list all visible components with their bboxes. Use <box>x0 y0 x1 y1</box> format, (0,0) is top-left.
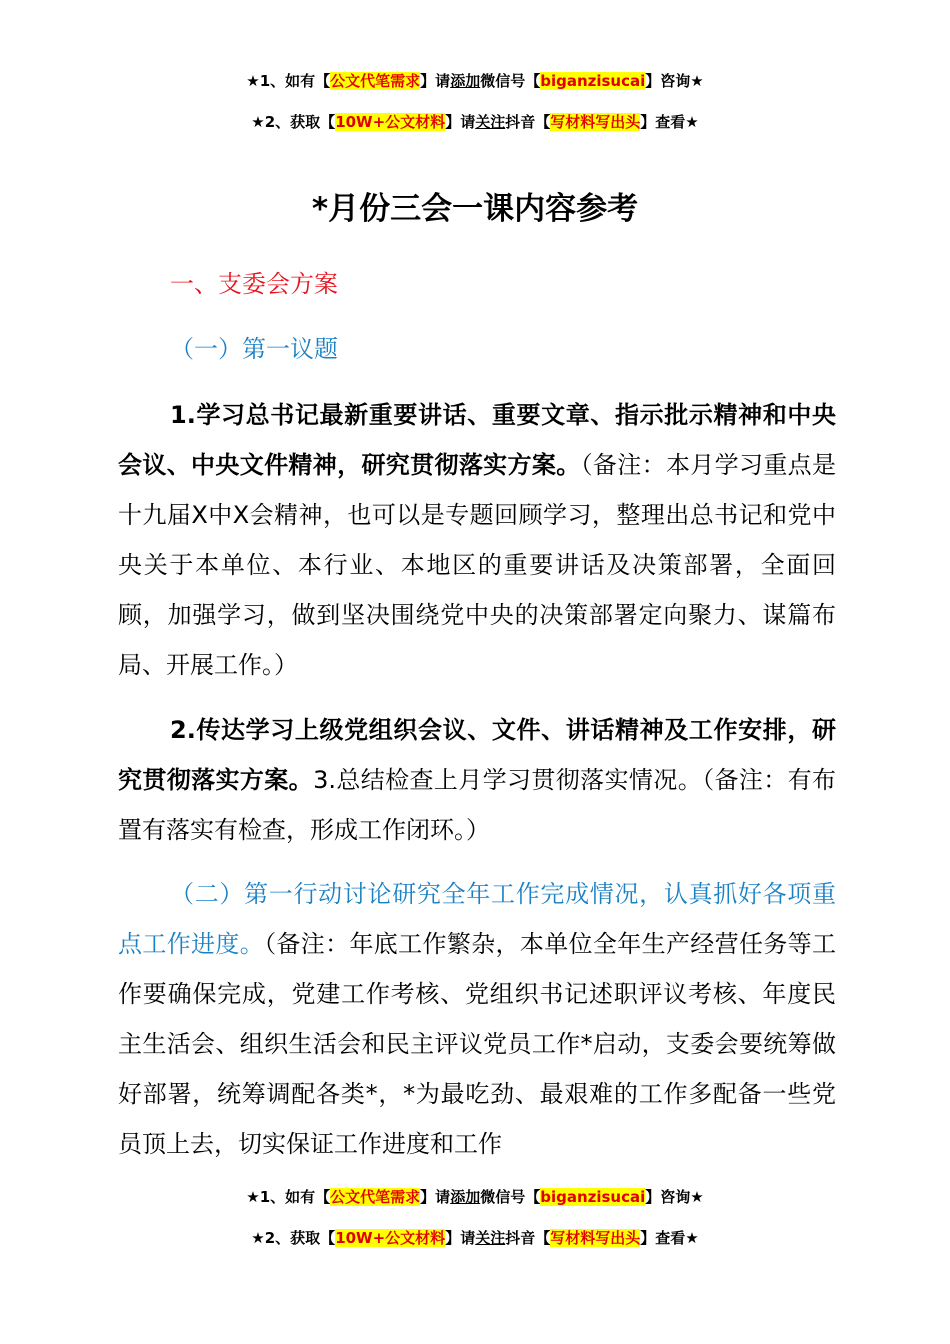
banner-text: 】请 <box>420 1188 451 1206</box>
banner-text: ★2、获取【 <box>251 1229 336 1247</box>
banner-text: ★1、如有【 <box>246 72 331 90</box>
section-heading: 一、支委会方案 <box>170 270 338 298</box>
banner-highlight: biganzisucai <box>540 1188 646 1206</box>
banner-highlight: biganzisucai <box>540 72 646 90</box>
footer-banner-line-1 <box>0 1186 950 1208</box>
footer-banner-line-2 <box>0 1227 950 1249</box>
subsection-heading: （一）第一议题 <box>170 335 338 363</box>
paragraph-1 <box>118 390 836 690</box>
banner-underline: 添加 <box>450 1188 481 1206</box>
paragraph-bold-lead: 1.学习总书记最新重要讲话、重要文章、指示批示精神和中央会议、中央文件精神，研究贯彻落实方案。 <box>118 401 836 479</box>
banner-text: 】咨询★ <box>645 1188 704 1206</box>
banner-text: 微信号【 <box>480 72 541 90</box>
banner-text: 】咨询★ <box>645 72 704 90</box>
paragraph-body: （备注：年底工作繁杂，本单位全年生产经营任务等工作要确保完成，党建工作考核、党组织书记述职评议考核、年度民主生活会、组织生活会和民主评议党员工作*启动，支委会要统筹做好部署，统筹调配各类*，*为最吃劲、最艰难的工作多配备一些党员顶上去，切实保证工作进度和工作 <box>118 930 837 1158</box>
banner-underline: 添加 <box>450 72 481 90</box>
document-title: *月份三会一课内容参考 <box>311 191 639 227</box>
header-banner-line-2 <box>0 111 950 133</box>
paragraph-3 <box>118 869 836 1169</box>
banner-text: 】请 <box>445 113 476 131</box>
banner-text: 抖音【 <box>505 113 551 131</box>
banner-text: 微信号【 <box>480 1188 541 1206</box>
paragraph-body: 3.总结检查上月学习贯彻落实情况。（备注：有布置有落实有检查，形成工作闭环。） <box>118 766 836 844</box>
banner-text: 】查看★ <box>640 113 699 131</box>
header-banner-line-1 <box>0 70 950 92</box>
banner-highlight: 10W+公文材料 <box>335 113 446 131</box>
banner-text: ★2、获取【 <box>251 113 336 131</box>
banner-text: 抖音【 <box>505 1229 551 1247</box>
banner-highlight: 写材料写出头 <box>550 1229 641 1247</box>
banner-highlight: 写材料写出头 <box>550 113 641 131</box>
paragraph-body: （备注：本月学习重点是十九届X中X会精神，也可以是专题回顾学习，整理出总书记和党中央关于本单位、本行业、本地区的重要讲话及决策部署，全面回顾，加强学习，做到坚决围绕党中央的决策部署定向聚力、谋篇布局、开展工作。） <box>118 451 837 679</box>
banner-text: ★1、如有【 <box>246 1188 331 1206</box>
paragraph-2 <box>118 705 836 855</box>
subsection-heading-inline: （二）第一行动讨论研究全年工作完成情况，认真抓好各项重点工作进度。 <box>118 880 836 958</box>
banner-highlight: 公文代笔需求 <box>330 72 421 90</box>
banner-underline: 关注 <box>475 113 506 131</box>
banner-text: 】请 <box>420 72 451 90</box>
paragraph-bold-lead: 2.传达学习上级党组织会议、文件、讲话精神及工作安排，研究贯彻落实方案。 <box>118 716 836 794</box>
banner-text: 】查看★ <box>640 1229 699 1247</box>
banner-highlight: 10W+公文材料 <box>335 1229 446 1247</box>
banner-highlight: 公文代笔需求 <box>330 1188 421 1206</box>
banner-text: 】请 <box>445 1229 476 1247</box>
banner-underline: 关注 <box>475 1229 506 1247</box>
